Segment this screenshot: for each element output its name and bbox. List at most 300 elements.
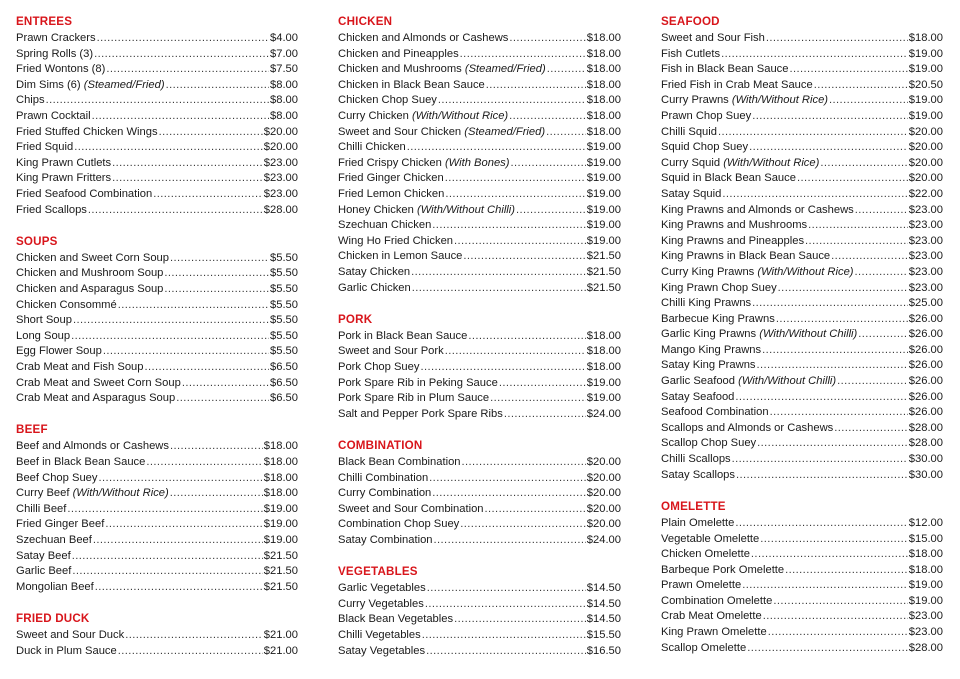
menu-item-name: Chilli Squid [661,125,717,138]
menu-item-name-wrap [16,344,102,360]
dot-leader [95,580,263,596]
menu-item-name-wrap [661,452,731,468]
menu-item-price: $26.00 [908,359,943,372]
menu-item [338,171,621,187]
menu-item [16,580,298,596]
section-title: VEGETABLES [338,565,418,579]
menu-item-price: $7.00 [270,47,298,60]
menu-item-name: Fried Seafood Combination [16,187,153,200]
menu-item-name: Chicken Omelette [661,548,750,561]
dot-leader [785,563,908,579]
menu-item-price: $7.50 [270,63,298,76]
dot-leader [106,62,269,78]
menu-item-note: (With/Without Rice) [757,265,854,278]
menu-item-name: Beef Chop Suey [16,471,98,484]
menu-item [338,502,621,518]
menu-item-name: Curry Beef [16,487,70,500]
menu-item-price: $19.00 [908,109,943,122]
menu-item [338,407,621,423]
menu-item-price: $5.50 [270,345,298,358]
menu-item [338,187,621,203]
menu-item-price: $26.00 [908,312,943,325]
dot-leader [742,578,908,594]
menu-item-name-wrap [16,517,104,533]
dot-leader [153,187,263,203]
menu-item-name: Scallop Chop Suey [661,437,757,450]
menu-item-note: (With/Without Chilli) [416,203,516,216]
menu-item-name-wrap [661,563,784,579]
menu-item-name-wrap [16,486,169,502]
menu-item-price: $5.50 [270,298,298,311]
dot-leader [834,421,908,437]
menu-item-name-wrap [338,376,498,392]
menu-item-name-wrap [338,187,444,203]
menu-item-price: $23.00 [263,187,298,200]
menu-item-name: Chilli Combination [338,471,429,484]
dot-leader [735,516,907,532]
dot-leader [831,249,908,265]
menu-item-name-wrap [16,533,92,549]
menu-item [338,47,621,63]
menu-item-name: Short Soup [16,314,72,327]
menu-item-name-wrap [338,203,515,219]
dot-leader [170,439,263,455]
menu-item [661,203,943,219]
menu-item [338,329,621,345]
menu-item-price: $19.00 [908,594,943,607]
menu-item [661,358,943,374]
dot-leader [112,171,263,187]
menu-item-name-wrap [16,62,105,78]
menu-item [16,628,298,644]
menu-item-price: $23.00 [908,281,943,294]
menu-item-name-wrap [661,436,756,452]
menu-item-price: $28.00 [263,203,298,216]
menu-item-name: King Prawn Omelette [661,626,767,639]
dot-leader [182,376,269,392]
menu-item [338,62,621,78]
menu-item-name-wrap [338,486,431,502]
menu-item-name-wrap [16,313,72,329]
menu-item-name-wrap [16,391,175,407]
menu-item-price: $18.00 [586,360,621,373]
menu-item [661,187,943,203]
menu-item-name-wrap [661,516,734,532]
menu-item-name: Pork Spare Rib in Peking Sauce [338,376,498,389]
menu-item [16,78,298,94]
dot-leader [760,532,908,548]
menu-item-name-wrap [16,266,163,282]
menu-item [338,628,621,644]
menu-item-name: Pork Chop Suey [338,360,420,373]
menu-item-name-wrap [338,391,489,407]
dot-leader [486,78,586,94]
menu-item-name: Szechuan Chicken [338,219,432,232]
dot-leader [94,47,269,63]
menu-item-note: (Steamed/Fried) [83,78,165,91]
menu-item-name-wrap [338,62,546,78]
menu-item-price: $6.50 [270,360,298,373]
dot-leader [407,140,586,156]
menu-item-name: Satay King Prawns [661,359,756,372]
menu-item [661,405,943,421]
menu-item-price: $18.00 [263,456,298,469]
menu-item-price: $22.00 [908,187,943,200]
menu-item [16,313,298,329]
menu-item-price: $21.00 [263,644,298,657]
menu-item [661,218,943,234]
menu-column-2 [338,15,621,676]
menu-item-name: Combination Omelette [661,594,773,607]
menu-item-name: Beef in Black Bean Sauce [16,456,146,469]
dot-leader [92,109,269,125]
menu-item-name-wrap [661,125,717,141]
menu-item [16,644,298,660]
dot-leader [490,391,586,407]
menu-item-name: Chicken and Mushroom Soup [16,267,164,280]
menu-item-name-wrap [338,156,510,172]
menu-item-price: $26.00 [908,328,943,341]
menu-item-name: Satay Seafood [661,390,735,403]
menu-item [661,296,943,312]
menu-item-price: $20.00 [908,156,943,169]
menu-item-name: Fried Fish in Crab Meat Sauce [661,78,813,91]
section-combination [338,439,621,549]
menu-item-name-wrap [16,502,66,518]
dot-leader [463,249,585,265]
menu-item-price: $19.00 [586,392,621,405]
dot-leader [93,533,263,549]
menu-item-name: Wing Ho Fried Chicken [338,234,454,247]
menu-column-1 [16,15,298,676]
menu-item-name: Satay Scallops [661,468,736,481]
menu-item-name-wrap [16,47,93,63]
dot-leader [112,156,263,172]
menu-item-name: King Prawns and Pineapples [661,234,805,247]
menu-item-price: $19.00 [586,203,621,216]
dot-leader [97,31,269,47]
section-soups [16,235,298,407]
menu-item-name: Barbecue King Prawns [661,312,775,325]
dot-leader [164,266,269,282]
menu-item-name: Spring Rolls (3) [16,47,94,60]
menu-item [16,329,298,345]
section-title: CHICKEN [338,15,393,28]
menu-item-name: Prawn Crackers [16,32,96,44]
dot-leader [516,203,586,219]
menu-item [16,439,298,455]
menu-item-name: Mango King Prawns [661,343,762,356]
menu-item [16,455,298,471]
menu-item-name: King Prawns and Almonds or Cashews [661,203,854,216]
menu-item [16,251,298,267]
section-pork [338,313,621,423]
menu-item-name-wrap [16,31,96,47]
menu-item-price: $18.00 [586,63,621,76]
menu-item-price: $8.00 [270,78,298,91]
dot-leader [735,390,907,406]
menu-item [661,609,943,625]
menu-item-price: $26.00 [908,375,943,388]
menu-item-name-wrap [661,327,857,343]
menu-item-price: $18.00 [586,94,621,107]
section-omelette [661,500,943,656]
menu-item-name: Satay Combination [338,534,433,546]
menu-item-name-wrap [338,581,426,597]
menu-item-price: $23.00 [908,219,943,232]
menu-item [338,265,621,281]
menu-item-name: Fried Wontons (8) [16,63,106,76]
menu-item-name-wrap [16,171,111,187]
menu-item-name-wrap [661,374,836,390]
dot-leader [73,313,269,329]
menu-item-name: Garlic King Prawns [661,328,757,341]
menu-item-name: Chips [16,94,45,107]
menu-item-name-wrap [661,296,751,312]
menu-item-name-wrap [16,580,94,596]
menu-item-name: Prawn Omelette [661,579,742,592]
menu-item-price: $19.00 [263,502,298,515]
dot-leader [454,234,586,250]
menu-item-name-wrap [16,282,163,298]
menu-item-name-wrap [16,109,91,125]
menu-item-name: Pork in Black Bean Sauce [338,329,468,342]
menu-item-price: $18.00 [908,563,943,576]
dot-leader [462,455,586,471]
menu-item [16,47,298,63]
menu-item-name-wrap [661,641,746,657]
menu-item-name-wrap [661,281,777,297]
dot-leader [411,265,586,281]
menu-item [16,471,298,487]
dot-leader [858,327,908,343]
dot-leader [747,641,908,657]
menu-item-name-wrap [338,533,433,549]
menu-item-name: Chicken in Lemon Sauce [338,250,463,263]
section-fried-duck [16,612,298,659]
menu-item-price: $25.00 [908,297,943,310]
menu-item-price: $18.00 [586,78,621,91]
dot-leader [460,47,586,63]
menu-item [338,612,621,628]
dot-leader [485,502,586,518]
menu-item-price: $19.00 [586,187,621,200]
menu-item [338,78,621,94]
menu-item [661,421,943,437]
menu-item [661,625,943,641]
menu-item-name-wrap [661,249,830,265]
menu-item-name: Curry Prawns [661,94,729,107]
menu-item-name-wrap [661,203,854,219]
menu-item [338,581,621,597]
menu-item-name: Crab Meat and Fish Soup [16,360,144,373]
menu-item-name-wrap [338,93,437,109]
menu-item [16,203,298,219]
dot-leader [855,265,908,281]
menu-item-name-wrap [661,93,828,109]
menu-item-name: Chilli Vegetables [338,629,421,642]
menu-item-price: $18.00 [263,440,298,453]
menu-item [661,312,943,328]
dot-leader [546,125,586,141]
menu-item-price: $19.00 [908,47,943,60]
dot-leader [460,517,586,533]
menu-item-name: Prawn Chop Suey [661,109,752,122]
menu-item-name-wrap [661,47,720,63]
menu-item-name: Fried Squid [16,141,74,154]
menu-item-price: $26.00 [908,406,943,419]
dot-leader [752,109,908,125]
menu-item-name-wrap [338,109,508,125]
section-chicken [338,15,621,296]
menu-item [16,62,298,78]
menu-item-price: $24.00 [586,534,621,546]
dot-leader [721,47,908,63]
menu-item-name: Chilli Beef [16,502,67,515]
menu-item-price: $18.00 [263,471,298,484]
dot-leader [159,125,263,141]
menu-item [661,234,943,250]
menu-item-price: $14.50 [586,582,621,595]
menu-item-price: $19.00 [263,534,298,546]
menu-item [661,578,943,594]
menu-item [661,516,943,532]
menu-item [661,31,943,47]
menu-item-name: Chilli King Prawns [661,297,752,310]
menu-item-price: $19.00 [586,141,621,154]
dot-leader [445,187,585,203]
menu-item [16,376,298,392]
menu-item-name: Sweet and Sour Combination [338,502,484,515]
menu-item-name: Honey Chicken [338,203,414,216]
menu-item-price: $20.00 [586,487,621,500]
menu-item-price: $23.00 [908,250,943,263]
menu-item-name-wrap [16,329,70,345]
menu-item [338,203,621,219]
menu-item-price: $6.50 [270,392,298,405]
menu-item-name: Satay Squid [661,187,722,200]
menu-item-price: $15.00 [908,532,943,545]
menu-item [16,156,298,172]
dot-leader [429,471,586,487]
menu-item-price: $21.50 [586,265,621,278]
menu-item-name: Chicken and Asparagus Soup [16,283,164,295]
menu-item-price: $20.00 [908,172,943,185]
menu-item-price: $18.00 [586,109,621,122]
menu-item-name-wrap [338,628,421,644]
menu-item-name-wrap [661,594,772,610]
menu-item-name-wrap [16,298,117,314]
menu-item-price: $19.00 [263,518,298,531]
menu-item-name-wrap [338,644,425,660]
menu-item [16,109,298,125]
menu-item-name-wrap [661,468,735,484]
menu-item-note: (Steamed/Fried) [464,125,546,138]
dot-leader [412,281,586,297]
dot-leader [72,564,262,580]
menu-item-name-wrap [16,376,181,392]
menu-item-price: $20.00 [586,502,621,515]
menu-item-name-wrap [338,31,508,47]
menu-item-name-wrap [661,578,741,594]
menu-item-name: Garlic Chicken [338,281,411,294]
menu-item-name: Fried Crispy Chicken [338,156,442,169]
menu-column-3 [661,15,943,673]
menu-item-name-wrap [16,549,71,565]
menu-item [338,156,621,172]
dot-leader [146,455,262,471]
menu-item-name: King Prawn Fritters [16,172,112,185]
dot-leader [763,609,908,625]
menu-item-name: King Prawns and Mushrooms [661,219,808,232]
menu-item-name-wrap [661,265,854,281]
dot-leader [511,156,586,172]
dot-leader [422,628,586,644]
menu-item [661,78,943,94]
menu-item-name-wrap [338,597,424,613]
menu-item [661,390,943,406]
dot-leader [820,156,907,172]
menu-item-price: $19.00 [586,156,621,169]
menu-item-name: Fried Stuffed Chicken Wings [16,125,158,138]
menu-item-note: (With/Without Rice) [411,109,509,122]
menu-item-price: $23.00 [908,234,943,247]
menu-item [16,549,298,565]
dot-leader [105,517,262,533]
section-title: FRIED DUCK [16,612,90,626]
menu-item-price: $12.00 [908,516,943,529]
menu-item-price: $20.00 [586,518,621,531]
menu-item [338,109,621,125]
menu-item-note: (With/Without Rice) [723,156,820,169]
dot-leader [432,486,586,502]
menu-item-name: Plain Omelette [661,516,735,529]
dot-leader [757,436,908,452]
dot-leader [762,343,908,359]
menu-item [338,471,621,487]
menu-item [16,486,298,502]
menu-item-name-wrap [661,156,819,172]
menu-item-name: Satay Vegetables [338,644,426,657]
section-title: SEAFOOD [661,15,720,28]
menu-item [661,62,943,78]
menu-item-name: Sweet and Sour Fish [661,32,765,44]
menu-item [661,436,943,452]
menu-item-price: $26.00 [908,343,943,356]
menu-item [338,486,621,502]
menu-item-name: Duck in Plum Sauce [16,644,117,657]
menu-item-note: (With/Without Chilli) [738,375,837,388]
menu-item-name-wrap [338,234,453,250]
menu-item-price: $20.50 [908,78,943,91]
menu-item [16,282,298,298]
menu-item [16,298,298,314]
menu-item-name: King Prawn Chop Suey [661,281,777,294]
menu-item-name: Fish in Black Bean Sauce [661,63,789,76]
menu-item-price: $5.50 [270,314,298,327]
menu-item-price: $23.00 [908,203,943,216]
dot-leader [805,234,908,250]
menu-item-name: Mongolian Beef [16,580,94,593]
dot-leader [736,468,908,484]
menu-item-name: King Prawn Cutlets [16,156,112,169]
dot-leader [829,93,908,109]
menu-item-name: Sweet and Sour Pork [338,345,444,358]
menu-item-price: $19.00 [586,376,621,389]
menu-item-name-wrap [16,439,169,455]
menu-item [338,93,621,109]
menu-item-price: $21.50 [586,281,621,294]
